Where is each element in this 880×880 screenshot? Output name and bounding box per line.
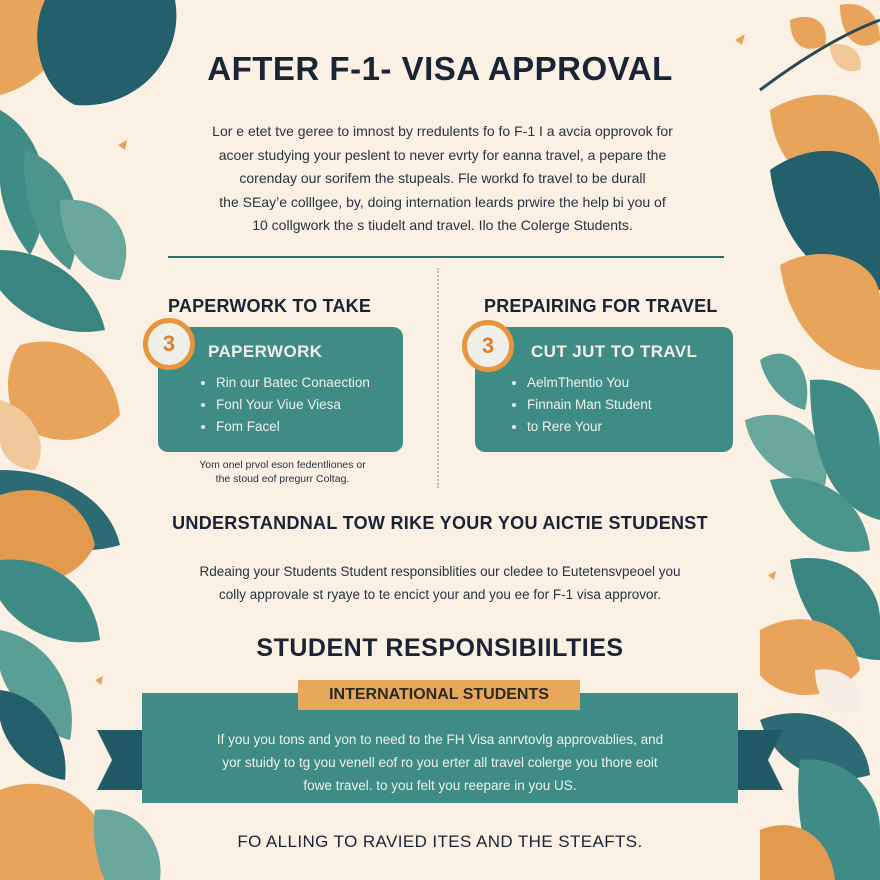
flower-icon: [840, 4, 880, 46]
petal-icon: [118, 140, 127, 150]
list-item: • Fonl Your Viue Viesa: [216, 394, 370, 416]
banner-line: yor stuidy to tg you venell eof ro you erter all travel colerge you thore eoit: [222, 755, 658, 770]
flower-icon: [780, 254, 880, 370]
flower-icon: [8, 341, 120, 440]
column-divider: [437, 268, 439, 488]
banner-paragraph: [160, 728, 720, 797]
petal-icon: [735, 34, 745, 45]
paperwork-list: [198, 372, 370, 438]
intro-line: Lor e etet tve geree to imnost by rredulents fo fo F-1 I a avcia opprovok for: [212, 123, 673, 139]
leaf-icon: [0, 470, 120, 550]
leaf-icon: [745, 415, 827, 485]
flower-icon: [790, 17, 826, 49]
list-item: • Fom Facel: [216, 416, 370, 438]
section-divider: [168, 256, 724, 258]
leaf-icon: [0, 110, 46, 255]
leaf-icon: [0, 690, 66, 780]
intro-paragraph: [170, 120, 715, 238]
leaf-icon: [760, 713, 870, 779]
leaf-icon: [60, 200, 126, 280]
list-item: • to Rere Your: [527, 416, 652, 438]
ribbon-tail-right: [738, 730, 783, 790]
paragraph-line: colly approvale st ryaye to te encict your and you ee for F-1 visa approvor.: [219, 587, 661, 602]
international-students-tag: INTERNATIONAL STUDENTS: [298, 680, 580, 710]
leaf-icon: [798, 760, 880, 880]
leaf-icon: [770, 151, 880, 290]
list-item: • Finnain Man Student: [527, 394, 652, 416]
paperwork-note: [170, 458, 395, 486]
footer-text: FO ALLING TO RAVIED ITES AND THE STEAFTS.: [237, 832, 643, 851]
flower-icon: [0, 490, 95, 583]
page-title: AFTER F-1- VISA APPROVAL: [207, 50, 673, 87]
list-item: • Rin our Batec Conaection: [216, 372, 370, 394]
banner-line: fowe travel. to you felt you reepare in you US.: [303, 778, 577, 793]
flower-icon: [815, 669, 861, 713]
list-item: • AelmThentio You: [527, 372, 652, 394]
note-line: Yom onel prvol eson fedentliones or: [199, 459, 366, 471]
flower-icon: [0, 400, 41, 470]
understanding-heading: UNDERSTANDNAL TOW RIKE YOUR YOU AICTIE STUDENST: [172, 513, 708, 533]
understanding-paragraph: [150, 560, 730, 606]
intro-line: corenday our sorifem the stupeals. Fle workd fo travel to be durall: [239, 170, 646, 186]
leaf-icon: [24, 150, 78, 270]
travel-card-title: CUT JUT TO TRAVL: [531, 342, 698, 361]
responsibilities-heading: STUDENT RESPONSIBIILTIES: [256, 634, 624, 662]
ribbon-tail-left: [97, 730, 142, 790]
number-badge: 3: [143, 318, 195, 370]
flower-icon: [770, 95, 880, 197]
paragraph-line: Rdeaing your Students Student responsiblities our cledee to Eutetensvpeoel you: [199, 564, 681, 579]
leaf-icon: [0, 560, 100, 643]
paperwork-card-title: PAPERWORK: [208, 342, 323, 361]
petal-icon: [95, 676, 103, 685]
petal-icon: [768, 571, 776, 580]
note-line: the stoud eof pregurr Coltag.: [215, 473, 350, 485]
leaf-icon: [810, 380, 880, 520]
travel-heading: PREPAIRING FOR TRAVEL: [484, 296, 718, 316]
leaf-icon: [0, 250, 105, 332]
number-badge: 3: [462, 320, 514, 372]
travel-list: [509, 372, 652, 438]
intro-line: acoer studying your peslent to never evrty for eanna travel, a pepare the: [218, 146, 667, 163]
intro-line: 10 collgwork the s tiudelt and travel. Ilo the Colerge Students.: [252, 217, 633, 233]
banner-line: If you you tons and yon to need to the FH Visa anrvtovlg approvablies, and: [216, 732, 664, 747]
leaf-icon: [760, 354, 807, 410]
paperwork-heading: PAPERWORK TO TAKE: [168, 296, 372, 316]
intro-line: the SEay’e colllgee, by, doing internation leards prwire the help bi you of: [219, 193, 666, 210]
